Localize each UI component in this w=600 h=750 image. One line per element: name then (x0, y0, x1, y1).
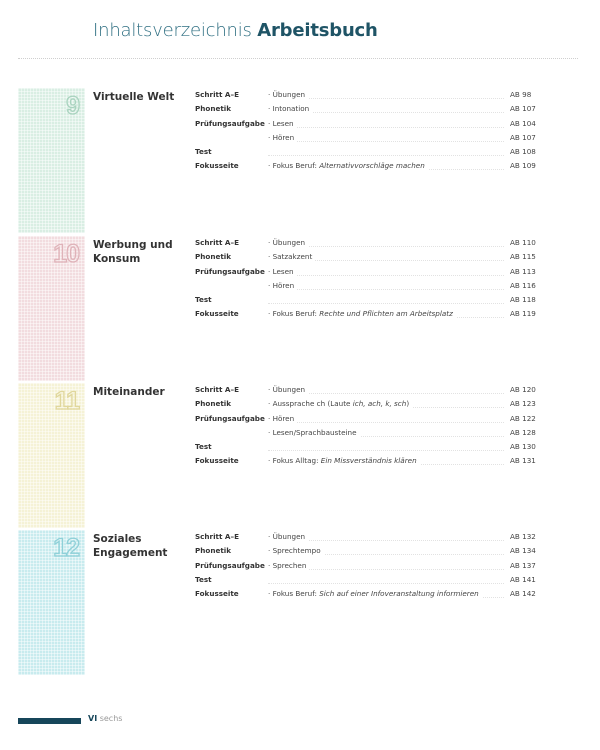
chapter-number: 12 (53, 534, 79, 562)
chapter-title[interactable]: Werbung und Konsum (93, 239, 173, 265)
page-reference: AB 98 (510, 90, 532, 99)
chapter-number: 10 (53, 240, 79, 268)
chapter-title[interactable]: Miteinander (93, 386, 165, 398)
row-item (268, 159, 428, 173)
row-label: Phonetik (195, 546, 231, 556)
leader-dots (268, 583, 504, 584)
page-reference: AB 113 (510, 266, 536, 276)
toc-row[interactable] (195, 293, 540, 307)
chapter-color-block (18, 236, 85, 381)
footer-bar (18, 718, 81, 724)
row-label: Phonetik (195, 252, 231, 262)
toc-row[interactable] (195, 559, 540, 573)
item-text: · Übungen (268, 90, 306, 99)
row-label: Test (195, 442, 212, 452)
row-item (268, 383, 308, 397)
item-text: · Fokus Alltag: (268, 456, 321, 466)
toc-row[interactable] (195, 307, 540, 321)
leader-dots (268, 422, 504, 423)
item-italic-text: Rechte und Pflichten am Arbeitsplatz (319, 309, 453, 319)
toc-row[interactable] (195, 412, 540, 426)
toc-row[interactable] (195, 530, 540, 544)
page-reference: AB 130 (510, 442, 536, 452)
toc-row[interactable] (195, 544, 540, 558)
toc-row[interactable] (195, 573, 540, 587)
title-light: Inhaltsverzeichnis (93, 20, 252, 41)
toc-row[interactable] (195, 145, 540, 159)
row-item (268, 426, 360, 440)
item-text: · Lesen (268, 266, 294, 276)
item-text: · Lesen/Sprachbausteine (268, 427, 357, 437)
row-item (268, 412, 297, 426)
page-reference: AB 104 (510, 118, 536, 128)
item-italic-text: Ein Missverständnis klären (320, 456, 417, 466)
item-text: · Intonation (268, 104, 310, 114)
page-reference: AB 108 (510, 147, 536, 157)
page-reference: AB 128 (510, 427, 536, 437)
page-reference: AB 119 (510, 309, 536, 319)
row-label: Prüfungsaufgabe (195, 560, 265, 570)
toc-row[interactable] (195, 383, 540, 397)
page-reference: AB 123 (510, 399, 536, 409)
page-reference: AB 107 (510, 104, 536, 114)
toc-row[interactable] (195, 279, 540, 293)
page-reference: AB 118 (510, 295, 536, 305)
toc-row[interactable] (195, 440, 540, 454)
page-number (88, 714, 122, 723)
page-reference: AB 107 (510, 132, 536, 142)
row-item (268, 236, 308, 250)
row-label: Prüfungsaufgabe (195, 266, 265, 276)
row-item (268, 559, 309, 573)
item-text: · Sprechen (268, 560, 307, 570)
row-label: Fokusseite (195, 456, 239, 466)
item-text: · Übungen (268, 238, 306, 247)
row-label: Test (195, 295, 212, 305)
row-label: Fokusseite (195, 161, 239, 171)
item-text: · Hören (268, 132, 295, 142)
item-text: · Hören (268, 280, 295, 290)
item-italic-text: Alternativvorschläge machen (319, 161, 425, 171)
page-number-word: sechs (99, 714, 123, 723)
leader-dots (268, 275, 504, 276)
toc-row[interactable] (195, 131, 540, 145)
page-reference: AB 122 (510, 413, 536, 423)
chapter-title[interactable]: Virtuelle Welt (93, 91, 175, 103)
chapter-title[interactable]: Soziales Engagement (93, 533, 168, 559)
chapter-number: 9 (66, 92, 79, 120)
title-bold: Arbeitsbuch (257, 20, 378, 41)
chapter-section (0, 236, 600, 381)
toc-row[interactable] (195, 426, 540, 440)
toc-row[interactable] (195, 102, 540, 116)
item-text: · Übungen (268, 532, 306, 541)
page-reference: AB 134 (510, 546, 536, 556)
leader-dots (268, 450, 504, 451)
row-label: Test (195, 147, 212, 157)
row-label: Test (195, 574, 212, 584)
leader-dots (268, 155, 504, 156)
row-label: Prüfungsaufgabe (195, 413, 265, 423)
row-item (268, 117, 297, 131)
row-label: Phonetik (195, 104, 231, 114)
page-title (93, 20, 378, 41)
toc-row[interactable] (195, 265, 540, 279)
row-item (268, 279, 297, 293)
page-reference: AB 141 (510, 574, 536, 584)
toc-row[interactable] (195, 454, 540, 468)
chapter-section (0, 530, 600, 675)
item-text: · Aussprache ch (Laute (268, 399, 353, 409)
item-text: · Fokus Beruf: (268, 309, 320, 319)
leader-dots (268, 303, 504, 304)
leader-dots (268, 141, 504, 142)
row-label: Prüfungsaufgabe (195, 118, 265, 128)
page-reference: AB 109 (510, 161, 536, 171)
row-item (268, 454, 420, 468)
toc-row[interactable] (195, 117, 540, 131)
row-item (268, 265, 297, 279)
chapter-color-block (18, 383, 85, 528)
leader-dots (268, 127, 504, 128)
page-reference: AB 131 (510, 456, 536, 466)
row-item (268, 250, 315, 264)
chapter-section (0, 88, 600, 233)
toc-row[interactable] (195, 587, 540, 601)
row-label: Phonetik (195, 399, 231, 409)
leader-dots (268, 289, 504, 290)
item-text: · Fokus Beruf: (268, 589, 320, 599)
item-text: · Satzakzent (268, 252, 313, 262)
toc-row[interactable] (195, 159, 540, 173)
page-reference: AB 137 (510, 560, 536, 570)
page-reference: AB 115 (510, 252, 536, 262)
toc-row[interactable] (195, 88, 540, 102)
row-item (268, 307, 456, 321)
row-label: Schritt A–E (195, 90, 240, 99)
row-label: Schritt A–E (195, 532, 240, 541)
chapter-number: 11 (54, 387, 79, 415)
row-item (268, 397, 412, 411)
item-text: · Hören (268, 413, 295, 423)
toc-row[interactable] (195, 236, 540, 250)
row-label: Schritt A–E (195, 385, 240, 394)
item-italic-text: ich, ach, k, sch (352, 399, 407, 409)
row-item (268, 102, 312, 116)
page-reference: AB 120 (510, 385, 536, 394)
page-reference: AB 110 (510, 238, 536, 247)
row-label: Fokusseite (195, 309, 239, 319)
row-item (268, 530, 308, 544)
item-text: ) (406, 399, 410, 409)
page-reference: AB 142 (510, 589, 536, 599)
toc-row[interactable] (195, 397, 540, 411)
row-item (268, 88, 308, 102)
item-text: · Lesen (268, 118, 294, 128)
header-divider (18, 58, 578, 59)
row-item (268, 544, 324, 558)
row-item (268, 587, 482, 601)
row-label: Fokusseite (195, 589, 239, 599)
item-text: · Sprechtempo (268, 546, 321, 556)
page-reference: AB 116 (510, 280, 536, 290)
chapter-color-block (18, 88, 85, 233)
chapter-section (0, 383, 600, 528)
page-reference: AB 132 (510, 532, 536, 541)
row-label: Schritt A–E (195, 238, 240, 247)
item-italic-text: Sich auf einer Infoveranstaltung informieren (319, 589, 479, 599)
chapter-color-block (18, 530, 85, 675)
page-number-roman: VI (88, 714, 98, 723)
row-item (268, 131, 297, 145)
item-text: · Übungen (268, 385, 306, 394)
toc-row[interactable] (195, 250, 540, 264)
item-text: · Fokus Beruf: (268, 161, 320, 171)
